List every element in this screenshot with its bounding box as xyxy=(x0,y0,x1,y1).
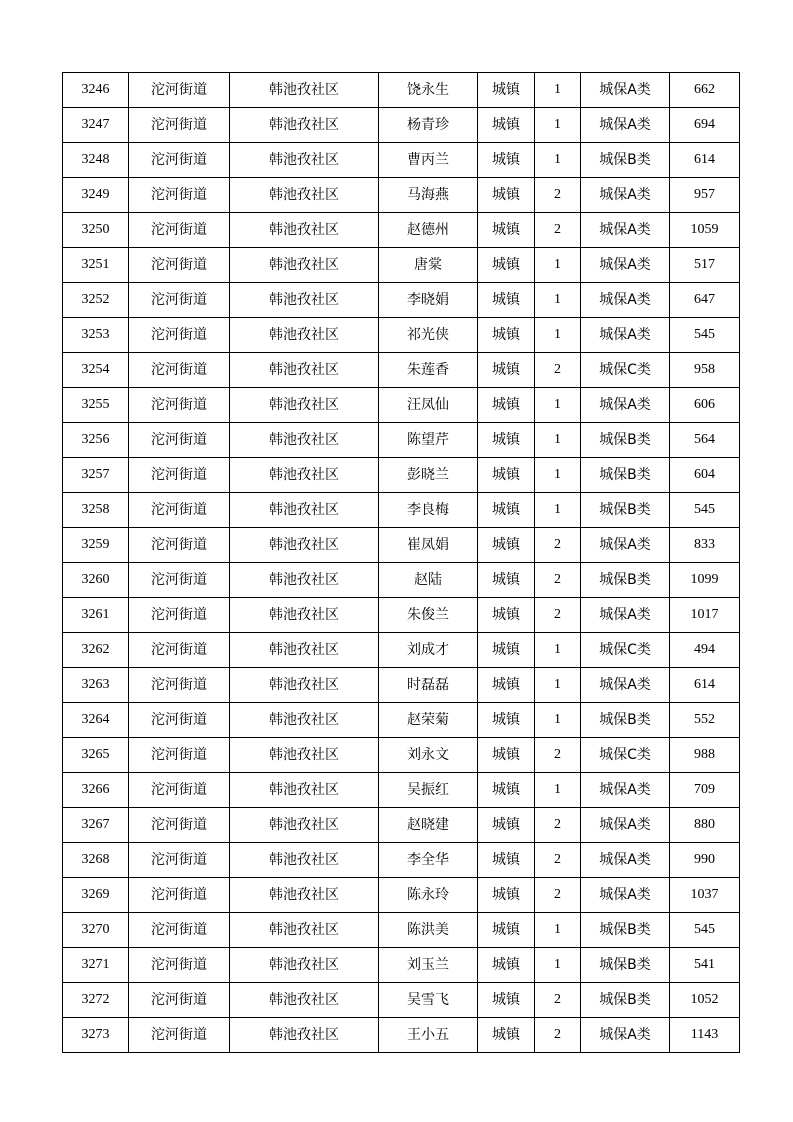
cell-sequence: 3248 xyxy=(63,143,129,178)
cell-household-type: 城镇 xyxy=(478,213,535,248)
cell-persons: 1 xyxy=(535,913,581,948)
table-row xyxy=(63,738,740,773)
cell-amount: 1143 xyxy=(670,1018,740,1053)
cell-name: 刘永文 xyxy=(379,738,478,773)
cell-street: 沱河街道 xyxy=(129,213,230,248)
cell-community: 韩池孜社区 xyxy=(230,353,379,388)
table-row xyxy=(63,213,740,248)
cell-persons: 1 xyxy=(535,73,581,108)
cell-street: 沱河街道 xyxy=(129,108,230,143)
cell-community: 韩池孜社区 xyxy=(230,843,379,878)
cell-street: 沱河街道 xyxy=(129,1018,230,1053)
cell-street: 沱河街道 xyxy=(129,283,230,318)
table-row xyxy=(63,178,740,213)
cell-name: 王小五 xyxy=(379,1018,478,1053)
cell-street: 沱河街道 xyxy=(129,73,230,108)
cell-street: 沱河街道 xyxy=(129,983,230,1018)
cell-category: 城保A类 xyxy=(581,1018,670,1053)
cell-category: 城保B类 xyxy=(581,143,670,178)
cell-community: 韩池孜社区 xyxy=(230,878,379,913)
cell-household-type: 城镇 xyxy=(478,528,535,563)
cell-category: 城保B类 xyxy=(581,948,670,983)
table-row xyxy=(63,913,740,948)
cell-community: 韩池孜社区 xyxy=(230,563,379,598)
cell-name: 陈望芹 xyxy=(379,423,478,458)
cell-persons: 1 xyxy=(535,773,581,808)
cell-community: 韩池孜社区 xyxy=(230,668,379,703)
cell-name: 饶永生 xyxy=(379,73,478,108)
cell-category: 城保B类 xyxy=(581,913,670,948)
cell-name: 马海燕 xyxy=(379,178,478,213)
table-row xyxy=(63,318,740,353)
cell-persons: 1 xyxy=(535,668,581,703)
cell-amount: 545 xyxy=(670,913,740,948)
cell-community: 韩池孜社区 xyxy=(230,283,379,318)
cell-community: 韩池孜社区 xyxy=(230,1018,379,1053)
cell-persons: 1 xyxy=(535,143,581,178)
cell-persons: 1 xyxy=(535,388,581,423)
table-row xyxy=(63,703,740,738)
cell-category: 城保B类 xyxy=(581,423,670,458)
cell-persons: 2 xyxy=(535,563,581,598)
cell-street: 沱河街道 xyxy=(129,843,230,878)
cell-street: 沱河街道 xyxy=(129,563,230,598)
cell-amount: 545 xyxy=(670,318,740,353)
cell-household-type: 城镇 xyxy=(478,773,535,808)
cell-street: 沱河街道 xyxy=(129,143,230,178)
cell-category: 城保C类 xyxy=(581,633,670,668)
table-row xyxy=(63,633,740,668)
cell-sequence: 3252 xyxy=(63,283,129,318)
table-row xyxy=(63,843,740,878)
cell-sequence: 3263 xyxy=(63,668,129,703)
cell-community: 韩池孜社区 xyxy=(230,318,379,353)
cell-street: 沱河街道 xyxy=(129,913,230,948)
cell-sequence: 3251 xyxy=(63,248,129,283)
cell-persons: 2 xyxy=(535,878,581,913)
cell-household-type: 城镇 xyxy=(478,283,535,318)
cell-name: 时磊磊 xyxy=(379,668,478,703)
cell-sequence: 3266 xyxy=(63,773,129,808)
cell-persons: 1 xyxy=(535,458,581,493)
cell-name: 赵陆 xyxy=(379,563,478,598)
cell-category: 城保A类 xyxy=(581,318,670,353)
cell-community: 韩池孜社区 xyxy=(230,703,379,738)
cell-amount: 880 xyxy=(670,808,740,843)
cell-sequence: 3255 xyxy=(63,388,129,423)
cell-name: 朱俊兰 xyxy=(379,598,478,633)
cell-category: 城保A类 xyxy=(581,388,670,423)
cell-category: 城保B类 xyxy=(581,458,670,493)
cell-sequence: 3250 xyxy=(63,213,129,248)
cell-sequence: 3246 xyxy=(63,73,129,108)
cell-sequence: 3253 xyxy=(63,318,129,353)
table-row xyxy=(63,808,740,843)
cell-sequence: 3254 xyxy=(63,353,129,388)
table-body xyxy=(63,73,740,1053)
cell-amount: 517 xyxy=(670,248,740,283)
cell-amount: 1099 xyxy=(670,563,740,598)
cell-household-type: 城镇 xyxy=(478,843,535,878)
cell-persons: 2 xyxy=(535,353,581,388)
cell-community: 韩池孜社区 xyxy=(230,493,379,528)
cell-amount: 564 xyxy=(670,423,740,458)
table-row xyxy=(63,73,740,108)
cell-amount: 1059 xyxy=(670,213,740,248)
cell-name: 祁光侠 xyxy=(379,318,478,353)
cell-household-type: 城镇 xyxy=(478,563,535,598)
cell-street: 沱河街道 xyxy=(129,668,230,703)
cell-sequence: 3264 xyxy=(63,703,129,738)
cell-amount: 1037 xyxy=(670,878,740,913)
cell-amount: 694 xyxy=(670,108,740,143)
cell-household-type: 城镇 xyxy=(478,1018,535,1053)
cell-persons: 2 xyxy=(535,808,581,843)
cell-amount: 606 xyxy=(670,388,740,423)
cell-persons: 2 xyxy=(535,213,581,248)
cell-category: 城保A类 xyxy=(581,808,670,843)
cell-amount: 958 xyxy=(670,353,740,388)
table-row xyxy=(63,1018,740,1053)
cell-persons: 2 xyxy=(535,178,581,213)
cell-sequence: 3262 xyxy=(63,633,129,668)
cell-category: 城保A类 xyxy=(581,283,670,318)
cell-name: 李晓娟 xyxy=(379,283,478,318)
cell-community: 韩池孜社区 xyxy=(230,248,379,283)
cell-persons: 1 xyxy=(535,248,581,283)
cell-name: 陈洪美 xyxy=(379,913,478,948)
cell-street: 沱河街道 xyxy=(129,248,230,283)
cell-sequence: 3257 xyxy=(63,458,129,493)
table-row xyxy=(63,773,740,808)
cell-name: 李良梅 xyxy=(379,493,478,528)
cell-street: 沱河街道 xyxy=(129,423,230,458)
cell-amount: 552 xyxy=(670,703,740,738)
cell-name: 刘成才 xyxy=(379,633,478,668)
cell-sequence: 3267 xyxy=(63,808,129,843)
cell-amount: 647 xyxy=(670,283,740,318)
cell-street: 沱河街道 xyxy=(129,458,230,493)
cell-persons: 1 xyxy=(535,703,581,738)
cell-amount: 604 xyxy=(670,458,740,493)
table-row xyxy=(63,878,740,913)
cell-street: 沱河街道 xyxy=(129,528,230,563)
cell-community: 韩池孜社区 xyxy=(230,948,379,983)
cell-amount: 990 xyxy=(670,843,740,878)
cell-name: 赵晓建 xyxy=(379,808,478,843)
table-row xyxy=(63,108,740,143)
beneficiary-table xyxy=(62,72,740,1053)
cell-persons: 1 xyxy=(535,423,581,458)
cell-community: 韩池孜社区 xyxy=(230,633,379,668)
cell-household-type: 城镇 xyxy=(478,108,535,143)
table-row xyxy=(63,563,740,598)
cell-household-type: 城镇 xyxy=(478,143,535,178)
cell-household-type: 城镇 xyxy=(478,458,535,493)
cell-sequence: 3260 xyxy=(63,563,129,598)
cell-name: 朱莲香 xyxy=(379,353,478,388)
cell-name: 唐棠 xyxy=(379,248,478,283)
table-row xyxy=(63,143,740,178)
table-row xyxy=(63,668,740,703)
cell-amount: 662 xyxy=(670,73,740,108)
cell-persons: 2 xyxy=(535,738,581,773)
cell-amount: 957 xyxy=(670,178,740,213)
cell-category: 城保A类 xyxy=(581,668,670,703)
cell-household-type: 城镇 xyxy=(478,353,535,388)
table-row xyxy=(63,493,740,528)
cell-persons: 1 xyxy=(535,283,581,318)
cell-name: 杨青珍 xyxy=(379,108,478,143)
cell-amount: 709 xyxy=(670,773,740,808)
cell-name: 崔凤娟 xyxy=(379,528,478,563)
cell-sequence: 3268 xyxy=(63,843,129,878)
cell-household-type: 城镇 xyxy=(478,388,535,423)
cell-persons: 1 xyxy=(535,948,581,983)
cell-community: 韩池孜社区 xyxy=(230,143,379,178)
cell-street: 沱河街道 xyxy=(129,388,230,423)
cell-household-type: 城镇 xyxy=(478,318,535,353)
cell-community: 韩池孜社区 xyxy=(230,213,379,248)
table-row xyxy=(63,283,740,318)
table-row xyxy=(63,983,740,1018)
cell-category: 城保A类 xyxy=(581,108,670,143)
cell-category: 城保A类 xyxy=(581,843,670,878)
cell-household-type: 城镇 xyxy=(478,948,535,983)
cell-amount: 614 xyxy=(670,143,740,178)
cell-sequence: 3249 xyxy=(63,178,129,213)
cell-category: 城保A类 xyxy=(581,598,670,633)
cell-sequence: 3265 xyxy=(63,738,129,773)
cell-street: 沱河街道 xyxy=(129,598,230,633)
table-row xyxy=(63,423,740,458)
cell-amount: 833 xyxy=(670,528,740,563)
cell-name: 赵荣菊 xyxy=(379,703,478,738)
cell-community: 韩池孜社区 xyxy=(230,388,379,423)
cell-amount: 988 xyxy=(670,738,740,773)
cell-name: 彭晓兰 xyxy=(379,458,478,493)
cell-household-type: 城镇 xyxy=(478,73,535,108)
cell-persons: 2 xyxy=(535,528,581,563)
table-row xyxy=(63,598,740,633)
cell-street: 沱河街道 xyxy=(129,633,230,668)
cell-sequence: 3256 xyxy=(63,423,129,458)
cell-amount: 1052 xyxy=(670,983,740,1018)
cell-street: 沱河街道 xyxy=(129,878,230,913)
cell-category: 城保A类 xyxy=(581,213,670,248)
table-row xyxy=(63,248,740,283)
cell-name: 吴振红 xyxy=(379,773,478,808)
cell-category: 城保C类 xyxy=(581,738,670,773)
cell-sequence: 3261 xyxy=(63,598,129,633)
cell-community: 韩池孜社区 xyxy=(230,773,379,808)
cell-household-type: 城镇 xyxy=(478,913,535,948)
cell-persons: 1 xyxy=(535,633,581,668)
cell-household-type: 城镇 xyxy=(478,878,535,913)
cell-category: 城保A类 xyxy=(581,878,670,913)
cell-sequence: 3247 xyxy=(63,108,129,143)
cell-amount: 614 xyxy=(670,668,740,703)
cell-household-type: 城镇 xyxy=(478,668,535,703)
table-row xyxy=(63,458,740,493)
cell-street: 沱河街道 xyxy=(129,353,230,388)
cell-household-type: 城镇 xyxy=(478,423,535,458)
cell-category: 城保A类 xyxy=(581,773,670,808)
cell-community: 韩池孜社区 xyxy=(230,178,379,213)
cell-community: 韩池孜社区 xyxy=(230,458,379,493)
cell-category: 城保B类 xyxy=(581,703,670,738)
cell-persons: 1 xyxy=(535,493,581,528)
cell-sequence: 3271 xyxy=(63,948,129,983)
cell-amount: 545 xyxy=(670,493,740,528)
table-row xyxy=(63,948,740,983)
cell-community: 韩池孜社区 xyxy=(230,738,379,773)
cell-category: 城保B类 xyxy=(581,983,670,1018)
cell-street: 沱河街道 xyxy=(129,948,230,983)
cell-persons: 1 xyxy=(535,318,581,353)
cell-category: 城保A类 xyxy=(581,248,670,283)
cell-street: 沱河街道 xyxy=(129,178,230,213)
cell-name: 陈永玲 xyxy=(379,878,478,913)
cell-street: 沱河街道 xyxy=(129,773,230,808)
cell-household-type: 城镇 xyxy=(478,633,535,668)
cell-persons: 1 xyxy=(535,108,581,143)
cell-street: 沱河街道 xyxy=(129,703,230,738)
cell-sequence: 3258 xyxy=(63,493,129,528)
cell-sequence: 3270 xyxy=(63,913,129,948)
cell-household-type: 城镇 xyxy=(478,983,535,1018)
cell-household-type: 城镇 xyxy=(478,178,535,213)
cell-amount: 1017 xyxy=(670,598,740,633)
cell-household-type: 城镇 xyxy=(478,738,535,773)
cell-household-type: 城镇 xyxy=(478,808,535,843)
cell-sequence: 3269 xyxy=(63,878,129,913)
cell-name: 吴雪飞 xyxy=(379,983,478,1018)
cell-community: 韩池孜社区 xyxy=(230,598,379,633)
cell-community: 韩池孜社区 xyxy=(230,983,379,1018)
cell-household-type: 城镇 xyxy=(478,598,535,633)
table-row xyxy=(63,353,740,388)
cell-category: 城保B类 xyxy=(581,563,670,598)
cell-community: 韩池孜社区 xyxy=(230,808,379,843)
cell-name: 汪凤仙 xyxy=(379,388,478,423)
cell-name: 刘玉兰 xyxy=(379,948,478,983)
cell-persons: 2 xyxy=(535,598,581,633)
cell-name: 曹丙兰 xyxy=(379,143,478,178)
cell-sequence: 3272 xyxy=(63,983,129,1018)
cell-amount: 494 xyxy=(670,633,740,668)
cell-household-type: 城镇 xyxy=(478,493,535,528)
cell-community: 韩池孜社区 xyxy=(230,108,379,143)
cell-household-type: 城镇 xyxy=(478,703,535,738)
cell-street: 沱河街道 xyxy=(129,738,230,773)
cell-persons: 2 xyxy=(535,1018,581,1053)
cell-community: 韩池孜社区 xyxy=(230,913,379,948)
cell-sequence: 3273 xyxy=(63,1018,129,1053)
cell-category: 城保A类 xyxy=(581,178,670,213)
cell-sequence: 3259 xyxy=(63,528,129,563)
cell-category: 城保B类 xyxy=(581,493,670,528)
table-row xyxy=(63,388,740,423)
cell-category: 城保C类 xyxy=(581,353,670,388)
cell-name: 赵德州 xyxy=(379,213,478,248)
cell-persons: 2 xyxy=(535,843,581,878)
cell-community: 韩池孜社区 xyxy=(230,423,379,458)
cell-category: 城保A类 xyxy=(581,73,670,108)
cell-amount: 541 xyxy=(670,948,740,983)
cell-name: 李全华 xyxy=(379,843,478,878)
table-row xyxy=(63,528,740,563)
cell-street: 沱河街道 xyxy=(129,808,230,843)
cell-street: 沱河街道 xyxy=(129,318,230,353)
cell-community: 韩池孜社区 xyxy=(230,528,379,563)
cell-street: 沱河街道 xyxy=(129,493,230,528)
cell-category: 城保A类 xyxy=(581,528,670,563)
cell-community: 韩池孜社区 xyxy=(230,73,379,108)
cell-persons: 2 xyxy=(535,983,581,1018)
cell-household-type: 城镇 xyxy=(478,248,535,283)
